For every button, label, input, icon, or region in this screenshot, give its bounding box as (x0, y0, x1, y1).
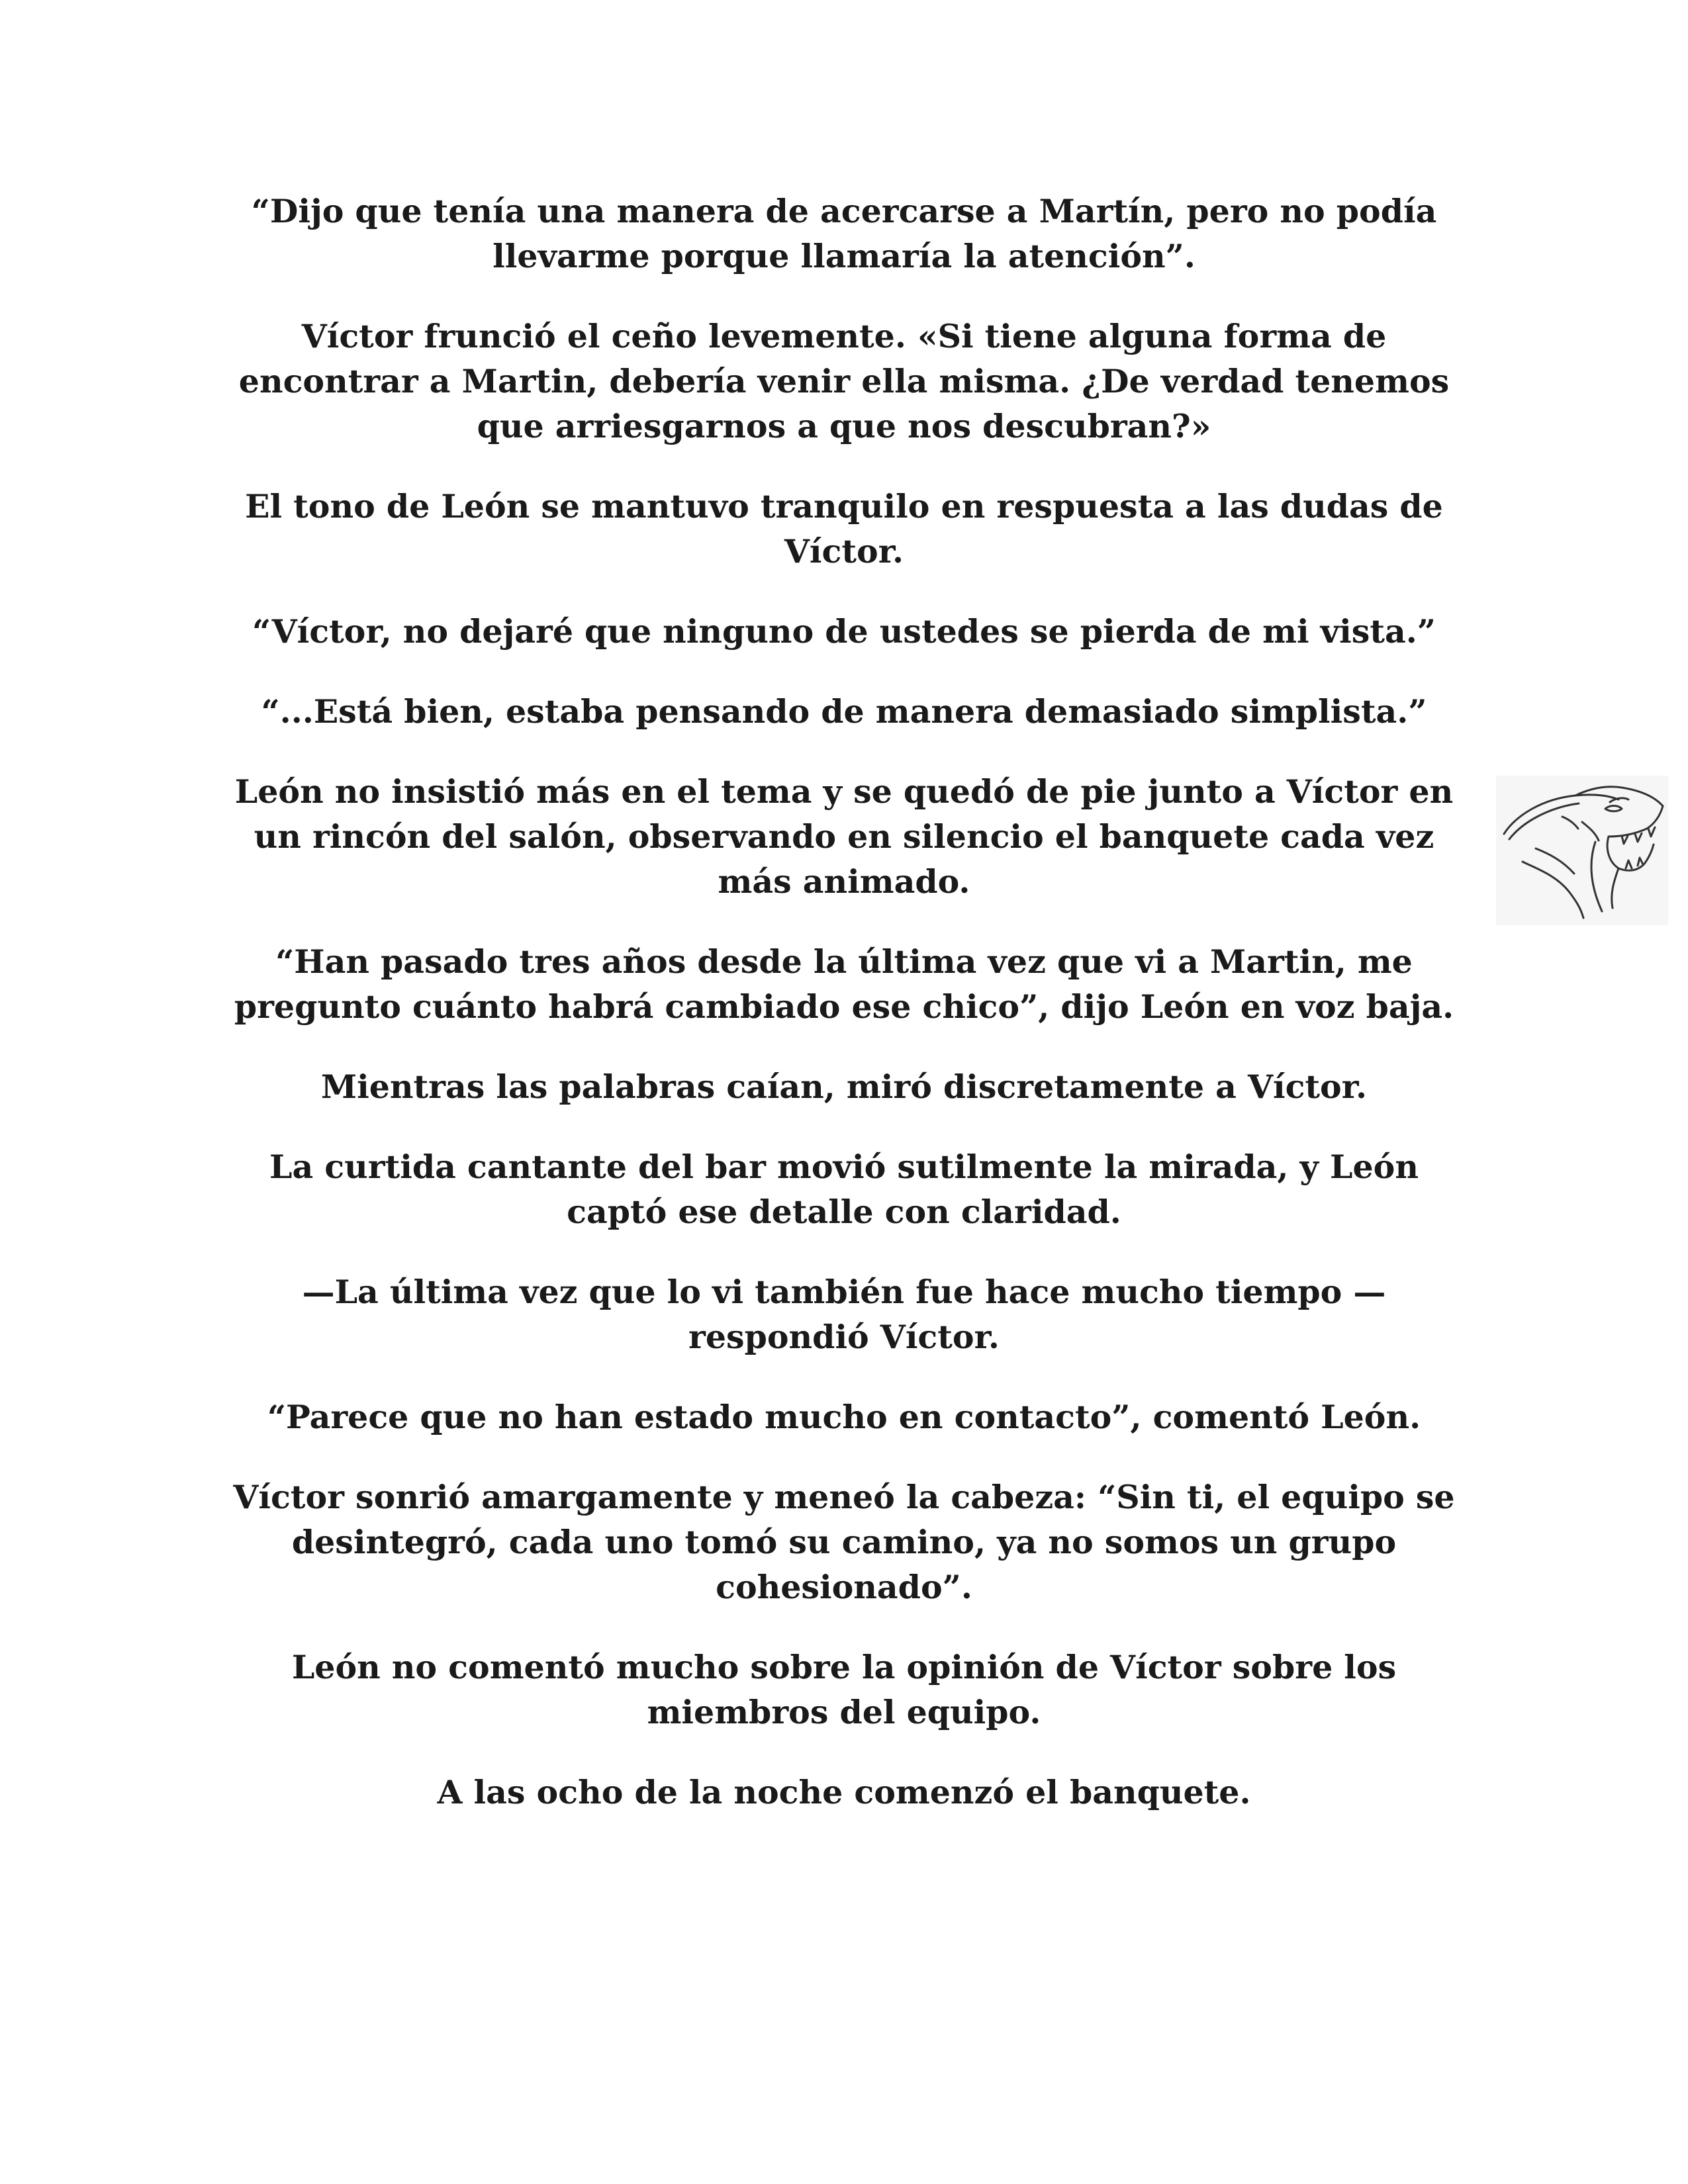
paragraph-7: “Han pasado tres años desde la última vez que vi a Martin, me pregunto cuánto habrá cambiado ese chico”, dijo León en voz baja. (234, 942, 1454, 1026)
paragraph-13: León no comentó mucho sobre la opinión de Víctor sobre los miembros del equipo. (291, 1648, 1397, 1731)
paragraph-4: “Víctor, no dejaré que ninguno de ustedes se pierda de mi vista.” (252, 612, 1436, 651)
paragraph-11: “Parece que no han estado mucho en contacto”, comentó León. (267, 1398, 1421, 1436)
paragraph-8: Mientras las palabras caían, miró discretamente a Víctor. (320, 1068, 1368, 1106)
story-text (218, 189, 1470, 1850)
paragraph-3: El tono de León se mantuvo tranquilo en respuesta a las dudas de Víctor. (245, 487, 1443, 570)
paragraph-14: A las ocho de la noche comenzó el banquete. (437, 1773, 1251, 1811)
paragraph-9: La curtida cantante del bar movió sutilmente la mirada, y León captó ese detalle con claridad. (269, 1148, 1419, 1231)
dinosaur-head-sketch-icon (1496, 776, 1668, 925)
paragraph-1: “Dijo que tenía una manera de acercarse a Martín, pero no podía llevarme porque llamaría la atención”. (251, 192, 1437, 275)
paragraph-5: “...Está bien, estaba pensando de manera demasiado simplista.” (261, 692, 1427, 731)
paragraph-6: León no insistió más en el tema y se quedó de pie junto a Víctor en un rincón del salón, observando en silencio el banquete cada vez más animado. (234, 772, 1454, 901)
paragraph-2: Víctor frunció el ceño levemente. «Si tiene alguna forma de encontrar a Martin, debería venir ella misma. ¿De verdad tenemos que arriesgarnos a que nos descubran?» (238, 317, 1450, 445)
paragraph-12: Víctor sonrió amargamente y meneó la cabeza: “Sin ti, el equipo se desintegró, cada uno tomó su camino, ya no somos un grupo cohesionado”. (233, 1478, 1455, 1606)
paragraph-10: —La última vez que lo vi también fue hace mucho tiempo — respondió Víctor. (302, 1273, 1386, 1356)
